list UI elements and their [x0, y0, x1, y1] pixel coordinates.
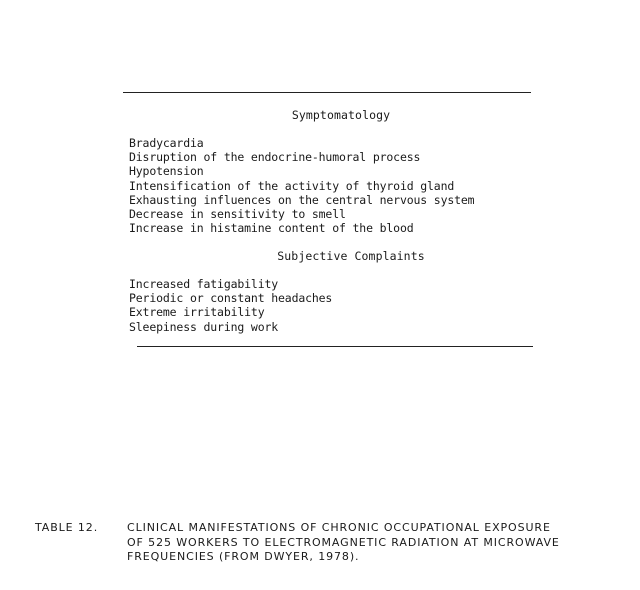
symptom-list — [129, 136, 474, 235]
list-item: Disruption of the endocrine-humoral process — [129, 150, 421, 165]
list-item: Increased fatigability — [129, 277, 279, 291]
caption-line: OF 525 WORKERS TO ELECTROMAGNETIC RADIATION AT MICROWAVE — [127, 535, 560, 549]
list-item: Hypotension — [129, 164, 204, 179]
section-heading-subjective-complaints: Subjective Complaints — [277, 249, 425, 263]
table-top-rule — [123, 92, 531, 93]
list-item: Exhausting influences on the central nervous system — [129, 192, 475, 207]
caption-line: CLINICAL MANIFESTATIONS OF CHRONIC OCCUPATIONAL EXPOSURE — [127, 521, 551, 534]
section-heading-symptomatology: Symptomatology — [291, 108, 391, 122]
list-item: Intensification of the activity of thyroid gland — [129, 178, 455, 193]
list-item: Bradycardia — [129, 136, 204, 150]
caption-text — [127, 521, 615, 565]
table-caption — [35, 521, 615, 565]
list-item: Decrease in sensitivity to smell — [129, 207, 346, 222]
list-item: Extreme irritability — [129, 305, 265, 320]
caption-label: TABLE 12. — [35, 521, 99, 534]
table-bottom-rule — [137, 346, 533, 347]
caption-line: FREQUENCIES (FROM DWYER, 1978). — [127, 550, 360, 563]
list-item: Sleepiness during work — [129, 319, 279, 334]
complaint-list — [129, 277, 332, 334]
list-item: Increase in histamine content of the blood — [129, 221, 414, 236]
list-item: Periodic or constant headaches — [129, 291, 333, 306]
